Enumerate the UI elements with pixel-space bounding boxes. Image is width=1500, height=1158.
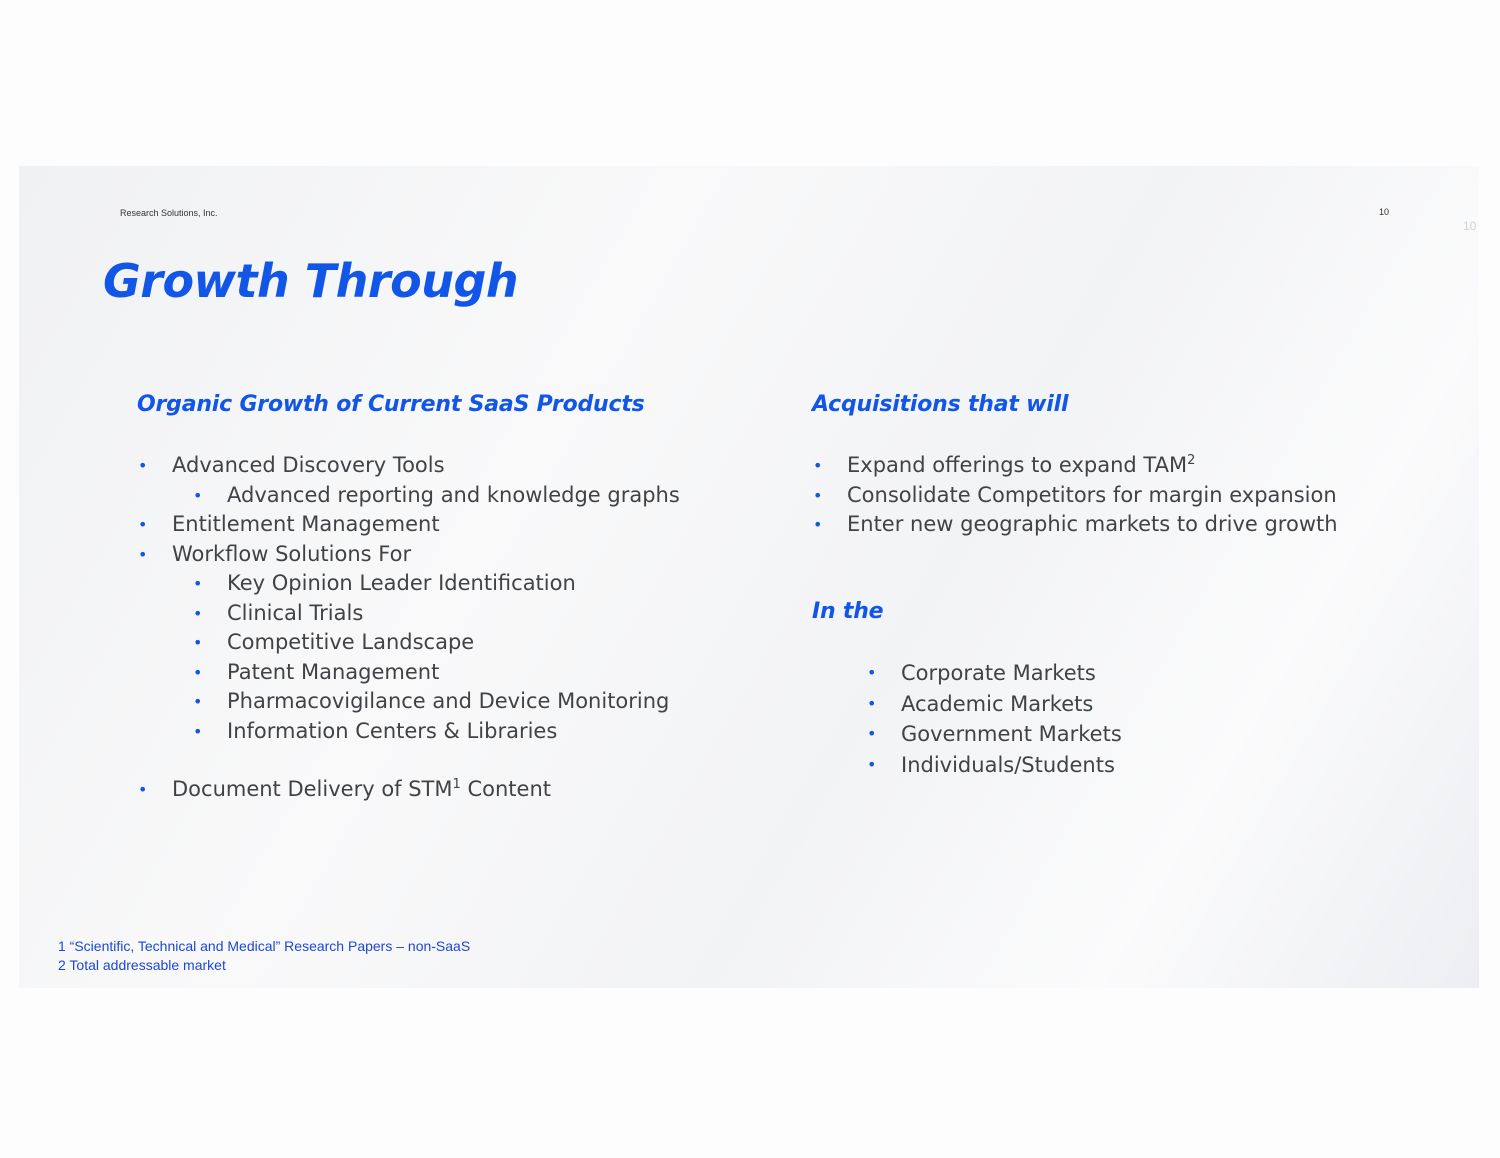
list-item xyxy=(867,719,1122,750)
list-item-text-after: Content xyxy=(460,777,551,801)
markets-list xyxy=(867,658,1122,780)
bullet-icon: • xyxy=(867,724,877,743)
bullet-icon: • xyxy=(193,603,203,623)
list-item xyxy=(193,569,680,599)
list-item xyxy=(813,481,1338,511)
footnotes xyxy=(58,937,470,975)
list-item xyxy=(813,451,1338,481)
bullet-icon: • xyxy=(138,515,148,534)
list-item-text: Advanced Discovery Tools xyxy=(172,453,445,477)
bullet-icon: • xyxy=(813,515,823,534)
bullet-icon: • xyxy=(867,663,877,682)
bullet-icon: • xyxy=(867,693,877,713)
bullet-icon: • xyxy=(813,485,823,505)
slide xyxy=(19,166,1479,988)
bullet-icon: • xyxy=(193,633,203,652)
left-bullet-list xyxy=(138,451,680,805)
bullet-icon: • xyxy=(813,456,823,475)
list-item-text: Corporate Markets xyxy=(901,661,1096,685)
footnote-1: 1 “Scientific, Technical and Medical” Research Papers – non-SaaS xyxy=(58,938,471,954)
list-item-text: Expand offerings to expand TAM xyxy=(847,453,1188,477)
list-item-text: Document Delivery of STM xyxy=(172,777,453,801)
list-item xyxy=(138,775,680,805)
list-item xyxy=(193,717,680,747)
list-item xyxy=(813,510,1338,540)
list-item-text: Advanced reporting and knowledge graphs xyxy=(227,482,680,507)
list-item xyxy=(193,687,680,717)
list-item-text: Patent Management xyxy=(227,659,440,684)
bullet-icon: • xyxy=(138,456,148,475)
list-item-text: Entitlement Management xyxy=(172,512,440,536)
list-item xyxy=(193,481,680,511)
slide-title: Growth Through xyxy=(103,254,519,308)
bullet-icon: • xyxy=(867,754,877,774)
list-item-text: Pharmacovigilance and Device Monitoring xyxy=(227,689,670,713)
bullet-icon: • xyxy=(138,780,148,799)
list-item xyxy=(138,540,680,570)
list-item-text: Key Opinion Leader Identification xyxy=(227,571,576,595)
list-item xyxy=(193,658,680,688)
bullet-icon: • xyxy=(138,544,148,564)
list-item xyxy=(867,750,1122,781)
list-item-text: Academic Markets xyxy=(901,691,1094,716)
list-item-text: Workflow Solutions For xyxy=(172,541,412,566)
right-heading: Acquisitions that will xyxy=(812,392,1069,417)
list-item xyxy=(138,510,680,540)
list-item-text: Information Centers & Libraries xyxy=(227,718,558,743)
footnote-ref: 2 xyxy=(1187,453,1196,468)
company-name: Research Solutions, Inc. xyxy=(120,208,218,218)
list-item-text: Consolidate Competitors for margin expansion xyxy=(847,482,1337,507)
bullet-icon: • xyxy=(193,485,203,505)
list-item xyxy=(867,689,1122,720)
footnote-ref: 1 xyxy=(452,777,461,792)
list-item xyxy=(867,658,1122,689)
page-number-ghost: 10 xyxy=(1463,219,1477,233)
footnote-2: 2 Total addressable market xyxy=(58,957,226,973)
list-item-text: Enter new geographic markets to drive growth xyxy=(847,512,1338,536)
page-number: 10 xyxy=(1379,207,1390,217)
markets-heading: In the xyxy=(812,599,884,624)
list-item-text: Competitive Landscape xyxy=(227,630,475,654)
bullet-icon: • xyxy=(193,692,203,711)
list-item-text: Clinical Trials xyxy=(227,600,364,625)
list-item xyxy=(193,599,680,629)
bullet-icon: • xyxy=(193,721,203,741)
list-item-text: Individuals/Students xyxy=(901,752,1115,777)
right-bullet-list xyxy=(813,451,1338,540)
list-item xyxy=(193,628,680,658)
list-item xyxy=(138,451,680,481)
left-heading: Organic Growth of Current SaaS Products xyxy=(137,392,645,417)
bullet-icon: • xyxy=(193,662,203,682)
bullet-icon: • xyxy=(193,574,203,593)
list-item-text: Government Markets xyxy=(901,722,1122,746)
